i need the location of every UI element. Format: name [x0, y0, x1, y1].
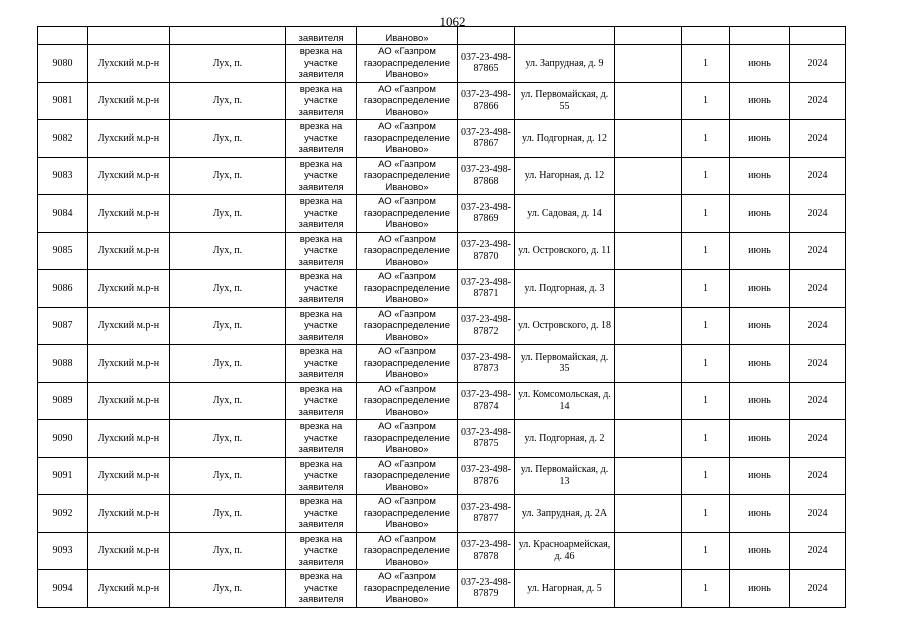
cell-number: 9093	[38, 532, 88, 570]
cell-month: июнь	[730, 82, 790, 120]
table-row	[38, 570, 846, 608]
cell-year: 2024	[790, 157, 846, 195]
cell-quantity: 1	[682, 270, 730, 308]
cell-empty	[615, 307, 682, 345]
table-row	[38, 345, 846, 383]
cell-month: июнь	[730, 532, 790, 570]
table-row	[38, 270, 846, 308]
cell-address: ул. Запрудная, д. 2А	[515, 495, 615, 533]
cell-code: 037-23-498-87870	[458, 232, 515, 270]
table-row	[38, 382, 846, 420]
table-row	[38, 45, 846, 83]
cell-organization: АО «Газпром газораспределение Иваново»	[357, 382, 458, 420]
cell-code: 037-23-498-87877	[458, 495, 515, 533]
cell-settlement: Лух, п.	[170, 420, 286, 458]
cell-settlement: Лух, п.	[170, 532, 286, 570]
cell-connection-type: врезка на участке заявителя	[286, 457, 357, 495]
cell-settlement: Лух, п.	[170, 82, 286, 120]
cell-address: ул. Красноармейская, д. 46	[515, 532, 615, 570]
cell-settlement: Лух, п.	[170, 270, 286, 308]
cell-number: 9085	[38, 232, 88, 270]
cell-address: ул. Подгорная, д. 2	[515, 420, 615, 458]
cell-district: Лухский м.р-н	[88, 270, 170, 308]
cell-month: июнь	[730, 457, 790, 495]
cell-number: 9080	[38, 45, 88, 83]
cell-empty	[615, 420, 682, 458]
cell-empty	[615, 195, 682, 233]
cell-address: ул. Первомайская, д. 35	[515, 345, 615, 383]
cell-address: ул. Нагорная, д. 12	[515, 157, 615, 195]
cell-quantity: 1	[682, 82, 730, 120]
cell-empty	[615, 82, 682, 120]
cell-empty	[790, 27, 846, 45]
cell-settlement: Лух, п.	[170, 45, 286, 83]
cell-year: 2024	[790, 532, 846, 570]
table-row	[38, 82, 846, 120]
cell-district: Лухский м.р-н	[88, 157, 170, 195]
cell-month: июнь	[730, 45, 790, 83]
cell-settlement: Лух, п.	[170, 382, 286, 420]
cell-year: 2024	[790, 307, 846, 345]
cell-number: 9088	[38, 345, 88, 383]
cell-year: 2024	[790, 420, 846, 458]
cell-settlement: Лух, п.	[170, 495, 286, 533]
cell-empty	[615, 532, 682, 570]
cell-empty	[615, 157, 682, 195]
cell-organization: АО «Газпром газораспределение Иваново»	[357, 157, 458, 195]
cell-empty	[615, 457, 682, 495]
table-row	[38, 457, 846, 495]
cell-organization: АО «Газпром газораспределение Иваново»	[357, 195, 458, 233]
cell-year: 2024	[790, 345, 846, 383]
cell-connection-type: врезка на участке заявителя	[286, 345, 357, 383]
cell-month: июнь	[730, 120, 790, 158]
cell-month: июнь	[730, 307, 790, 345]
cell-year: 2024	[790, 382, 846, 420]
cell-year: 2024	[790, 120, 846, 158]
cell-connection-type: врезка на участке заявителя	[286, 157, 357, 195]
cell-number: 9082	[38, 120, 88, 158]
cell-organization: АО «Газпром газораспределение Иваново»	[357, 345, 458, 383]
cell-district: Лухский м.р-н	[88, 232, 170, 270]
cell-month: июнь	[730, 382, 790, 420]
table-row	[38, 495, 846, 533]
cell-connection-type: врезка на участке заявителя	[286, 195, 357, 233]
cell-number: 9094	[38, 570, 88, 608]
cell-code: 037-23-498-87871	[458, 270, 515, 308]
cell-connection-type: врезка на участке заявителя	[286, 45, 357, 83]
cell-connection-type: врезка на участке заявителя	[286, 120, 357, 158]
table-row	[38, 120, 846, 158]
cell-code: 037-23-498-87866	[458, 82, 515, 120]
cell-district: Лухский м.р-н	[88, 45, 170, 83]
cell-empty	[682, 27, 730, 45]
cell-number: 9083	[38, 157, 88, 195]
cell-organization: АО «Газпром газораспределение Иваново»	[357, 570, 458, 608]
cell-district: Лухский м.р-н	[88, 345, 170, 383]
cell-year: 2024	[790, 270, 846, 308]
cell-code: 037-23-498-87868	[458, 157, 515, 195]
cell-district: Лухский м.р-н	[88, 570, 170, 608]
cell-address: ул. Нагорная, д. 5	[515, 570, 615, 608]
cell-quantity: 1	[682, 345, 730, 383]
cell-address: ул. Запрудная, д. 9	[515, 45, 615, 83]
cell-district: Лухский м.р-н	[88, 420, 170, 458]
cell-year: 2024	[790, 457, 846, 495]
cell-organization: АО «Газпром газораспределение Иваново»	[357, 45, 458, 83]
cell-connection-type: врезка на участке заявителя	[286, 382, 357, 420]
cell-district: Лухский м.р-н	[88, 532, 170, 570]
cell-quantity: 1	[682, 495, 730, 533]
cell-number: 9084	[38, 195, 88, 233]
cell-organization: АО «Газпром газораспределение Иваново»	[357, 495, 458, 533]
cell-quantity: 1	[682, 232, 730, 270]
cell-settlement: Лух, п.	[170, 345, 286, 383]
cell-district: Лухский м.р-н	[88, 495, 170, 533]
cell-number: 9092	[38, 495, 88, 533]
cell-address: ул. Островского, д. 18	[515, 307, 615, 345]
cell-district: Лухский м.р-н	[88, 382, 170, 420]
cell-month: июнь	[730, 495, 790, 533]
cell-empty	[515, 27, 615, 45]
cell-year: 2024	[790, 195, 846, 233]
cell-code: 037-23-498-87875	[458, 420, 515, 458]
cell-code: 037-23-498-87869	[458, 195, 515, 233]
cell-address: ул. Первомайская, д. 13	[515, 457, 615, 495]
cell-month: июнь	[730, 232, 790, 270]
table-row-continued	[38, 27, 846, 45]
cell-year: 2024	[790, 495, 846, 533]
cell-org-continued: Иваново»	[357, 27, 458, 45]
cell-settlement: Лух, п.	[170, 570, 286, 608]
page-number: 1062	[439, 14, 466, 29]
cell-connection-type: врезка на участке заявителя	[286, 270, 357, 308]
cell-organization: АО «Газпром газораспределение Иваново»	[357, 82, 458, 120]
cell-number: 9086	[38, 270, 88, 308]
table-row	[38, 532, 846, 570]
cell-code: 037-23-498-87867	[458, 120, 515, 158]
cell-address: ул. Подгорная, д. 3	[515, 270, 615, 308]
cell-quantity: 1	[682, 307, 730, 345]
cell-settlement: Лух, п.	[170, 195, 286, 233]
cell-empty	[615, 570, 682, 608]
cell-district: Лухский м.р-н	[88, 195, 170, 233]
cell-month: июнь	[730, 420, 790, 458]
cell-code: 037-23-498-87874	[458, 382, 515, 420]
cell-empty	[615, 495, 682, 533]
cell-empty	[615, 232, 682, 270]
cell-address: ул. Садовая, д. 14	[515, 195, 615, 233]
cell-address: ул. Подгорная, д. 12	[515, 120, 615, 158]
cell-code: 037-23-498-87865	[458, 45, 515, 83]
cell-empty	[170, 27, 286, 45]
cell-quantity: 1	[682, 457, 730, 495]
cell-organization: АО «Газпром газораспределение Иваново»	[357, 307, 458, 345]
cell-address: ул. Первомайская, д. 55	[515, 82, 615, 120]
cell-code: 037-23-498-87872	[458, 307, 515, 345]
cell-number: 9081	[38, 82, 88, 120]
cell-address: ул. Островского, д. 11	[515, 232, 615, 270]
cell-connection-type: врезка на участке заявителя	[286, 532, 357, 570]
cell-settlement: Лух, п.	[170, 307, 286, 345]
cell-quantity: 1	[682, 532, 730, 570]
cell-empty	[730, 27, 790, 45]
cell-code: 037-23-498-87876	[458, 457, 515, 495]
cell-empty	[615, 270, 682, 308]
cell-quantity: 1	[682, 120, 730, 158]
cell-connection-type: врезка на участке заявителя	[286, 232, 357, 270]
cell-connection-type: врезка на участке заявителя	[286, 420, 357, 458]
cell-organization: АО «Газпром газораспределение Иваново»	[357, 457, 458, 495]
cell-type-continued: заявителя	[286, 27, 357, 45]
cell-quantity: 1	[682, 382, 730, 420]
cell-empty	[615, 27, 682, 45]
cell-district: Лухский м.р-н	[88, 307, 170, 345]
cell-month: июнь	[730, 570, 790, 608]
cell-connection-type: врезка на участке заявителя	[286, 495, 357, 533]
cell-quantity: 1	[682, 157, 730, 195]
cell-empty	[615, 382, 682, 420]
cell-connection-type: врезка на участке заявителя	[286, 82, 357, 120]
cell-district: Лухский м.р-н	[88, 457, 170, 495]
cell-connection-type: врезка на участке заявителя	[286, 307, 357, 345]
cell-district: Лухский м.р-н	[88, 82, 170, 120]
cell-year: 2024	[790, 45, 846, 83]
cell-empty	[38, 27, 88, 45]
cell-quantity: 1	[682, 45, 730, 83]
cell-year: 2024	[790, 82, 846, 120]
cell-organization: АО «Газпром газораспределение Иваново»	[357, 120, 458, 158]
cell-month: июнь	[730, 195, 790, 233]
cell-settlement: Лух, п.	[170, 157, 286, 195]
data-table	[37, 26, 846, 608]
cell-empty	[615, 45, 682, 83]
cell-year: 2024	[790, 232, 846, 270]
cell-organization: АО «Газпром газораспределение Иваново»	[357, 232, 458, 270]
cell-number: 9087	[38, 307, 88, 345]
cell-organization: АО «Газпром газораспределение Иваново»	[357, 270, 458, 308]
cell-empty	[88, 27, 170, 45]
cell-address: ул. Комсомольская, д. 14	[515, 382, 615, 420]
cell-month: июнь	[730, 157, 790, 195]
table-row	[38, 307, 846, 345]
table-row	[38, 420, 846, 458]
cell-code: 037-23-498-87878	[458, 532, 515, 570]
cell-month: июнь	[730, 345, 790, 383]
cell-code: 037-23-498-87879	[458, 570, 515, 608]
table-row	[38, 195, 846, 233]
cell-settlement: Лух, п.	[170, 457, 286, 495]
cell-month: июнь	[730, 270, 790, 308]
cell-quantity: 1	[682, 195, 730, 233]
table-row	[38, 157, 846, 195]
cell-number: 9091	[38, 457, 88, 495]
table-row	[38, 232, 846, 270]
cell-number: 9090	[38, 420, 88, 458]
cell-empty	[458, 27, 515, 45]
cell-quantity: 1	[682, 570, 730, 608]
cell-organization: АО «Газпром газораспределение Иваново»	[357, 420, 458, 458]
cell-year: 2024	[790, 570, 846, 608]
cell-district: Лухский м.р-н	[88, 120, 170, 158]
cell-empty	[615, 345, 682, 383]
cell-settlement: Лух, п.	[170, 120, 286, 158]
cell-code: 037-23-498-87873	[458, 345, 515, 383]
cell-number: 9089	[38, 382, 88, 420]
cell-connection-type: врезка на участке заявителя	[286, 570, 357, 608]
cell-settlement: Лух, п.	[170, 232, 286, 270]
cell-empty	[615, 120, 682, 158]
cell-organization: АО «Газпром газораспределение Иваново»	[357, 532, 458, 570]
cell-quantity: 1	[682, 420, 730, 458]
